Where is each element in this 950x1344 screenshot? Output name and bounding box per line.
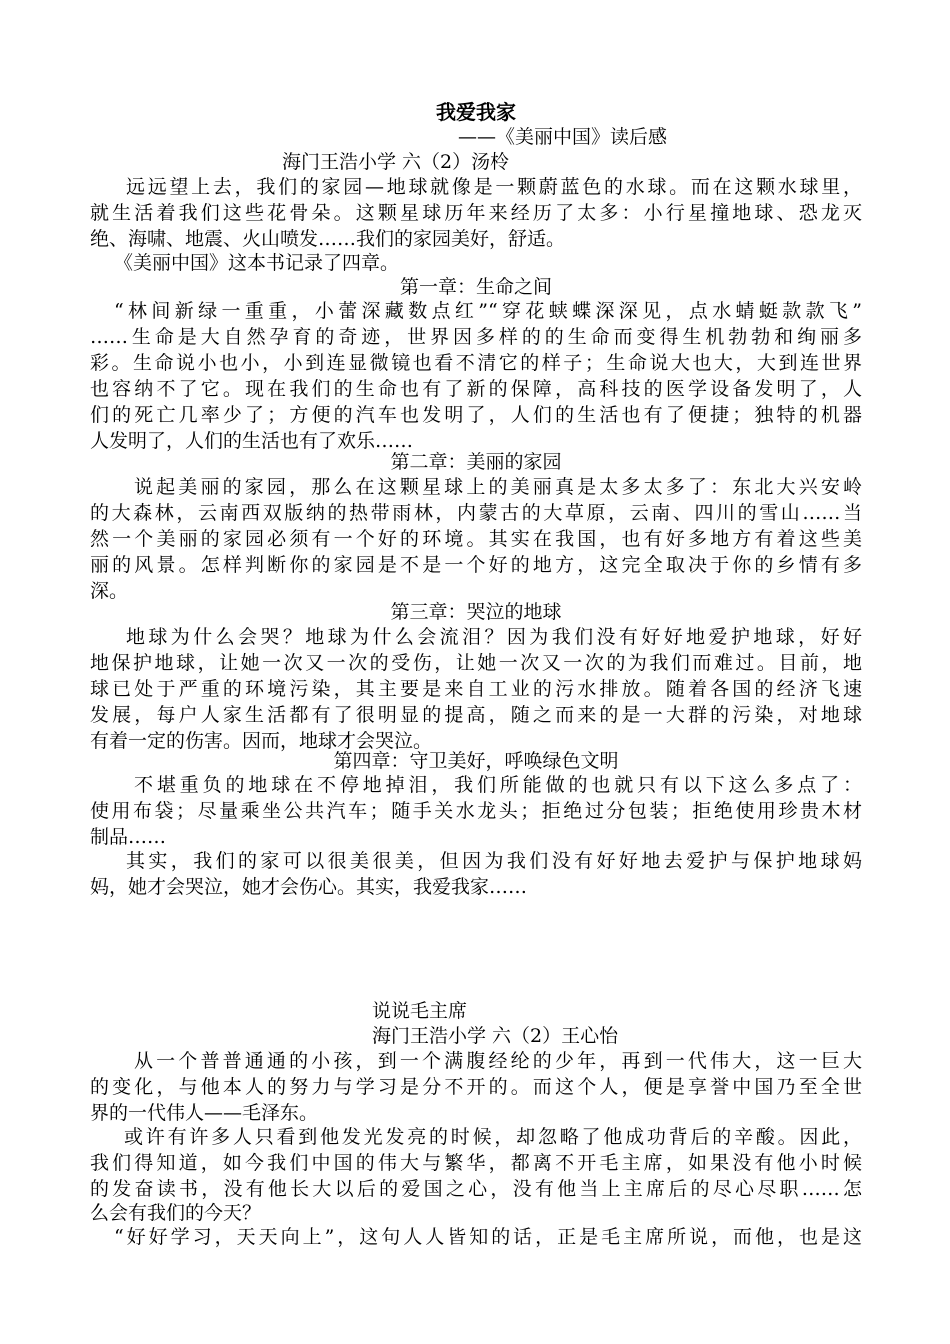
essay1-ending-line: 其实，我们的家可以很美很美，但因为我们没有好好地去爱护与保护地球妈 (126, 850, 862, 872)
chapter2-line: 深。 (90, 580, 129, 602)
chapter1-line: ……生命是大自然孕育的奇迹，世界因多样的的生命而变得生机勃勃和绚丽多 (90, 326, 862, 348)
chapter1-line: 也容纳不了它。现在我们的生命也有了新的保障，高科技的医学设备发明了，人 (90, 378, 862, 400)
chapter1-line: “林间新绿一重重，小蕾深藏数点红”“穿花蛱蝶深深见，点水蜻蜓款款飞” (114, 300, 862, 322)
chapter2-title: 第二章：美丽的家园 (390, 451, 562, 473)
chapter1-title: 第一章：生命之间 (399, 276, 552, 298)
essay1-intro-line: 绝、海啸、地震、火山喷发……我们的家园美好，舒适。 (90, 228, 566, 250)
essay2-paragraph2-line: 我们得知道，如今我们中国的伟大与繁华，都离不开毛主席，如果没有他小时候 (90, 1152, 862, 1174)
chapter4-line: 使用布袋；尽量乘坐公共汽车；随手关水龙头；拒绝过分包装；拒绝使用珍贵木材 (90, 800, 862, 822)
essay1-book-note: 《美丽中国》这本书记录了四章。 (114, 252, 400, 274)
essay2-paragraph3-line: “好好学习，天天向上”，这句人人皆知的话，正是毛主席所说，而他，也是这 (114, 1226, 862, 1248)
chapter4-title: 第四章：守卫美好，呼唤绿色文明 (333, 750, 619, 772)
chapter1-line: 彩。生命说小也小，小到连显微镜也看不清它的样子；生命说大也大，大到连世界 (90, 352, 862, 374)
chapter2-line: 丽的风景。怎样判断你的家园是不是一个好的地方，这完全取决于你的乡情有多 (90, 554, 862, 576)
chapter3-line: 有着一定的伤害。因而，地球才会哭泣。 (90, 730, 433, 752)
chapter2-line: 说起美丽的家园，那么在这颗星球上的美丽真是太多太多了：东北大兴安岭 (134, 476, 862, 498)
essay2-paragraph1-line: 从一个普普通通的小孩，到一个满腹经纶的少年，再到一代伟大，这一巨大 (134, 1050, 862, 1072)
chapter4-line: 不堪重负的地球在不停地掉泪，我们所能做的也就只有以下这么多点了： (134, 774, 862, 796)
essay2-paragraph2-line: 或许有许多人只看到他发光发亮的时候，却忽略了他成功背后的辛酸。因此， (124, 1126, 862, 1148)
essay2-title: 说说毛主席 (372, 1000, 468, 1022)
essay1-title: 我爱我家 (436, 100, 516, 124)
chapter2-line: 然一个美丽的家园必须有一个好的环境。其实在我国，也有好多地方有着这些美 (90, 528, 862, 550)
chapter1-line: 们的死亡几率少了；方便的汽车也发明了，人们的生活也有了便捷；独特的机器 (90, 404, 862, 426)
essay1-ending-line: 妈，她才会哭泣，她才会伤心。其实，我爱我家…… (90, 876, 528, 898)
essay2-author: 海门王浩小学 六（2）王心怡 (372, 1025, 619, 1047)
chapter3-line: 地保护地球，让她一次又一次的受伤，让她一次又一次的为我们而难过。目前，地 (90, 652, 862, 674)
essay1-intro-line: 远远望上去，我们的家园—地球就像是一颗蔚蓝色的水球。而在这颗水球里， (126, 176, 862, 198)
essay1-intro-line: 就生活着我们这些花骨朵。这颗星球历年来经历了太多：小行星撞地球、恐龙灭 (90, 202, 862, 224)
essay2-paragraph2-line: 的发奋读书，没有他长大以后的爱国之心，没有他当上主席后的尽心尽职……怎 (90, 1178, 862, 1200)
essay1-author: 海门王浩小学 六（2）汤柃 (282, 151, 510, 173)
essay1-subtitle: ——《美丽中国》读后感 (458, 126, 668, 148)
chapter3-title: 第三章：哭泣的地球 (390, 601, 562, 623)
chapter3-line: 地球为什么会哭？地球为什么会流泪？因为我们没有好好地爱护地球，好好 (126, 626, 862, 648)
chapter1-line: 人发明了，人们的生活也有了欢乐…… (90, 430, 414, 452)
chapter3-line: 发展，每户人家生活都有了很明显的提高，随之而来的是一大群的污染，对地球 (90, 704, 862, 726)
chapter2-line: 的大森林，云南西双版纳的热带雨林，内蒙古的大草原，云南、四川的雪山……当 (90, 502, 862, 524)
chapter4-line: 制品…… (90, 826, 167, 848)
chapter3-line: 球已处于严重的环境污染，其主要是来自工业的污水排放。随着各国的经济飞速 (90, 678, 862, 700)
essay2-paragraph1-line: 的变化，与他本人的努力与学习是分不开的。而这个人，便是享誉中国乃至全世 (90, 1076, 862, 1098)
essay2-paragraph2-line: 么会有我们的今天？ (90, 1202, 262, 1224)
essay2-paragraph1-line: 界的一代伟人——毛泽东。 (90, 1102, 319, 1124)
